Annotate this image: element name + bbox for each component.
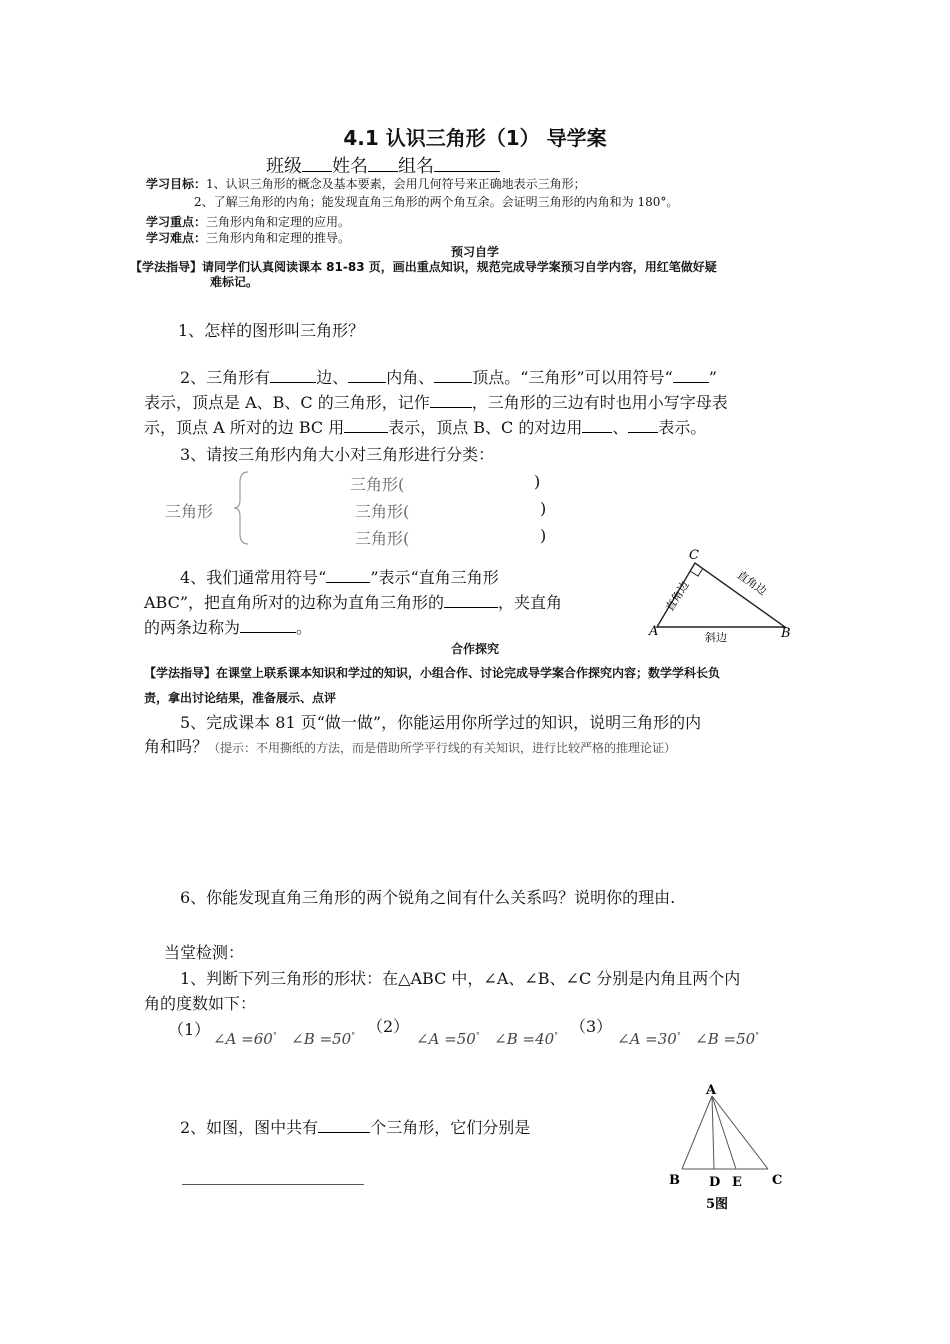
preview-guide-line2: 难标记。 <box>210 275 259 289</box>
case-2-num: （2） <box>367 1017 410 1036</box>
q2-text-i: 表示，顶点 B、C 的对边用 <box>388 418 583 437</box>
q2-blank-c-opp[interactable] <box>628 416 658 433</box>
q2-text-a: 2、三角形有 <box>180 368 271 387</box>
classify-brace <box>232 470 252 546</box>
question-4-line1 <box>180 565 499 588</box>
check-q2 <box>180 1115 530 1138</box>
fig1-hypotenuse: 斜边 <box>705 631 727 644</box>
q4-text-c: ABC”，把直角所对的边称为直角三角形的 <box>144 593 445 612</box>
fig2-vertex-d: D <box>709 1175 721 1190</box>
objectives-label: 学习目标： <box>146 177 207 191</box>
q4-text-b: ”表示“直角三角形 <box>370 568 499 587</box>
case-2-angles <box>416 1030 558 1048</box>
q4-blank-symbol[interactable] <box>326 566 370 583</box>
triangle-figure-5 <box>660 1080 790 1215</box>
case-2-b: ∠B =40 <box>494 1030 555 1048</box>
q4-blank-hypotenuse[interactable] <box>444 591 498 608</box>
fig2-vertex-b: B <box>669 1173 680 1188</box>
q2-blank-vertices[interactable] <box>434 366 472 383</box>
check-heading: 当堂检测： <box>164 943 245 962</box>
q4-text-a: 4、我们通常用符号“ <box>180 568 327 587</box>
question-1: 1、怎样的图形叫三角形？ <box>178 321 365 340</box>
classify-close-3: ) <box>540 526 547 545</box>
q4-text-d: ，夹直角 <box>498 593 563 612</box>
focus-label: 学习重点： <box>146 215 207 229</box>
case-3-b-deg: ° <box>755 1031 760 1040</box>
question-4-line2 <box>144 590 562 613</box>
question-4-line3 <box>144 615 312 638</box>
classify-root: 三角形 <box>165 502 214 521</box>
case-1-b-deg: ° <box>351 1031 356 1040</box>
preview-guide-line1: 【学法指导】请同学们认真阅读课本 81-83 页，画出重点知识，规范完成导学案预习自学内容，用红笔做好疑 <box>130 260 717 274</box>
fig1-vertex-a: A <box>649 624 659 639</box>
case-1-num: （1） <box>168 1020 211 1039</box>
q5-text: 角和吗？ <box>144 737 209 756</box>
classify-close-2: ) <box>540 499 547 518</box>
q2-blank-angles[interactable] <box>348 366 386 383</box>
objective-1: 1、认识三角形的概念及基本要素，会用几何符号来正确地表示三角形； <box>206 177 586 191</box>
q4-text-e: 的两条边称为 <box>144 618 241 637</box>
case-1-a: ∠A =60 <box>213 1030 273 1048</box>
group-label: 组名 <box>398 156 434 177</box>
case-2-a-deg: ° <box>475 1031 480 1040</box>
q2-blank-bc[interactable] <box>344 416 388 433</box>
difficulty-text: 三角形内角和定理的推导。 <box>206 231 351 245</box>
fig2-caption: 5图 <box>706 1197 729 1212</box>
check-q2-answer-line[interactable] <box>182 1184 364 1185</box>
preview-heading: 预习自学 <box>450 245 499 259</box>
check-q2-blank-count[interactable] <box>318 1116 370 1133</box>
question-2-line2 <box>144 390 728 413</box>
name-blank[interactable] <box>368 155 398 172</box>
q2-blank-b-opp[interactable] <box>582 416 612 433</box>
q2-blank-notation[interactable] <box>430 391 472 408</box>
fig2-vertex-c: C <box>772 1173 783 1188</box>
fig2-vertex-a: A <box>706 1083 717 1098</box>
q4-text-f: 。 <box>296 618 313 637</box>
class-blank[interactable] <box>302 155 332 172</box>
page-title: 4.1 认识三角形（1） 导学案 <box>343 126 607 150</box>
cooperate-guide-line1: 【学法指导】在课堂上联系课本知识和学过的知识，小组合作、讨论完成导学案合作探究内容；数学学科长负 <box>144 666 721 680</box>
case-2-a: ∠A =50 <box>416 1030 476 1048</box>
cooperate-heading: 合作探究 <box>450 642 499 656</box>
q2-text-c: 内角、 <box>386 368 435 387</box>
q2-text-h: 示，顶点 A 所对的边 BC 用 <box>144 418 345 437</box>
question-2-line1 <box>180 365 717 388</box>
case-3-num: （3） <box>570 1017 613 1036</box>
q2-text-f: 表示，顶点是 A、B、C 的三角形，记作 <box>144 393 430 412</box>
classify-item-2-label: 三角形( <box>355 502 410 521</box>
check-q2-text-b: 个三角形，它们分别是 <box>370 1118 531 1137</box>
classify-item-2 <box>355 499 409 522</box>
group-blank[interactable] <box>434 155 500 172</box>
right-triangle-figure <box>645 545 795 645</box>
q2-blank-sides[interactable] <box>270 366 316 383</box>
cooperate-guide-line2: 责，拿出讨论结果，准备展示、点评 <box>144 691 337 705</box>
q2-text-e: ” <box>708 368 717 387</box>
question-5-line1: 5、完成课本 81 页“做一做”，你能运用你所学过的知识，说明三角形的内 <box>180 713 702 732</box>
question-5-line2 <box>144 734 676 757</box>
q2-text-g: ，三角形的三边有时也用小写字母表 <box>471 393 728 412</box>
name-label: 姓名 <box>332 156 368 177</box>
fig1-vertex-c: C <box>689 548 699 563</box>
fig2-vertex-e: E <box>732 1175 742 1190</box>
case-3-b: ∠B =50 <box>695 1030 756 1048</box>
classify-item-1 <box>350 472 404 495</box>
classify-item-3 <box>355 526 409 549</box>
question-3: 3、请按三角形内角大小对三角形进行分类： <box>180 445 495 464</box>
check-q1-line2: 角的度数如下： <box>144 994 257 1013</box>
classify-item-1-label: 三角形( <box>350 475 405 494</box>
question-2-line3 <box>144 415 706 438</box>
check-q1-line1: 1、判断下列三角形的形状：在△ABC 中，∠A、∠B、∠C 分别是内角且两个内 <box>180 969 741 988</box>
focus-text: 三角形内角和定理的应用。 <box>206 215 351 229</box>
case-3-a-deg: ° <box>676 1031 681 1040</box>
case-1-angles <box>213 1030 355 1048</box>
fig1-leg-left: 直角边 <box>663 578 692 614</box>
q2-text-k: 表示。 <box>658 418 707 437</box>
q2-blank-symbol[interactable] <box>673 366 709 383</box>
class-label: 班级 <box>266 156 302 177</box>
case-1-b: ∠B =50 <box>291 1030 352 1048</box>
fig1-leg-right: 直角边 <box>734 568 770 598</box>
q2-text-d: 顶点。“三角形”可以用符号“ <box>472 368 673 387</box>
case-3-a: ∠A =30 <box>617 1030 677 1048</box>
objective-2: 2、了解三角形的内角；能发现直角三角形的两个角互余。会证明三角形的内角和为 180°。 <box>194 195 679 209</box>
q2-text-b: 边、 <box>316 368 349 387</box>
q4-blank-legs[interactable] <box>240 616 296 633</box>
focus-line <box>146 213 350 230</box>
check-q2-text-a: 2、如图，图中共有 <box>180 1118 319 1137</box>
case-1-a-deg: ° <box>272 1031 277 1040</box>
objectives-line1 <box>146 175 586 192</box>
difficulty-label: 学习难点： <box>146 231 207 245</box>
fig1-vertex-b: B <box>781 626 791 641</box>
classify-item-3-label: 三角形( <box>355 529 410 548</box>
question-6: 6、你能发现直角三角形的两个锐角之间有什么关系吗？说明你的理由. <box>180 888 676 907</box>
case-3-angles <box>617 1030 759 1048</box>
q2-text-j: 、 <box>612 418 629 437</box>
q5-hint: （提示：不用撕纸的方法，而是借助所学平行线的有关知识，进行比较严格的推理论证） <box>208 741 677 755</box>
case-2-b-deg: ° <box>554 1031 559 1040</box>
classify-close-1: ) <box>534 472 541 491</box>
